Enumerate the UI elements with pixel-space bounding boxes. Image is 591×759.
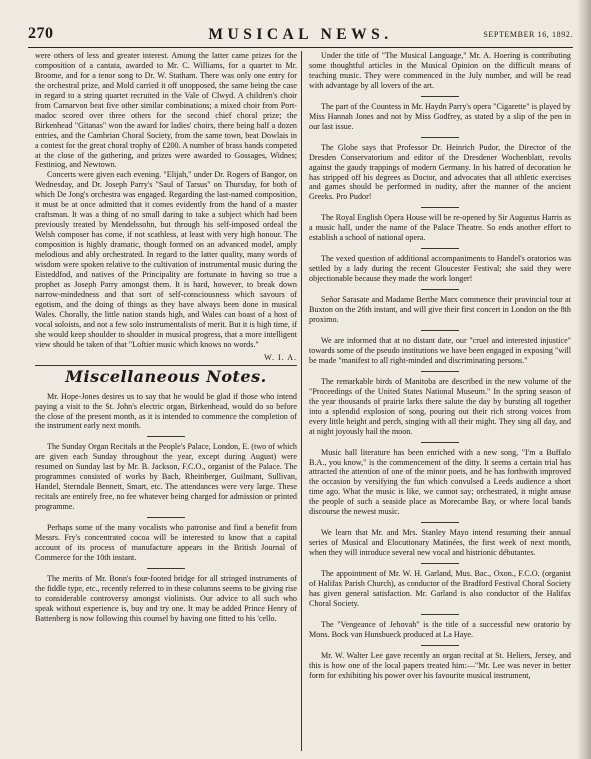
article-paragraph: We learn that Mr. and Mrs. Stanley Mayo intend resuming their annual series of Musical and Elocutionary Matinées, the first week of next month, when they will introduce several new vocal and histrionic débutantes. bbox=[309, 528, 571, 558]
separator bbox=[421, 563, 459, 564]
section-heading: Miscellaneous Notes. bbox=[65, 366, 267, 386]
header-rule bbox=[28, 47, 573, 48]
article-paragraph: Mr. Hope-Jones desires us to say that he would be glad if those who intend paying a visit to the St. John's electric organ, Birkenhead, would do so before the close of the present month, as it is intended to commence the completion of the instrument early next month. bbox=[35, 391, 297, 431]
separator bbox=[421, 207, 459, 208]
masthead-title: MUSICAL NEWS. bbox=[208, 26, 393, 43]
article-paragraph: Music hall literature has been enriched with a new song, "I'm a Buffalo B.A., you know," is the commencement of the ditty. It seems a certain trial has attracted the attention of one of the minor poets, and he has forthwith improved the occasion by versifying the fun which convulsed a Leeds audience a short time ago. What the music is like, we cannot say; orchestrated, it might amuse the people of such a seaside place as Morecambe Bay, or where local bands discourse the newest music. bbox=[309, 447, 571, 517]
article-paragraph: The remarkable birds of Manitoba are described in the new volume of the "Proceedings of the United States National Museum." In the spring season of the year thousands of prairie larks there salute the day by bursting all together into a splendid explosion of song, pouring out their rich strong voices from every little height and perch, singing with all their might. They sing all day, and at night joyously hail the moon. bbox=[309, 376, 571, 436]
article-paragraph: The vexed question of additional accompaniments to Handel's oratorios was settled by a lady during the recent Gloucester Festival; she said they were objectionable because they made the work longer! bbox=[309, 254, 571, 284]
article-paragraph: The Royal English Opera House will be re-opened by Sir Augustus Harris as a music hall, under the name of the Palace Theatre. So ends another effort to establish a school of national opera. bbox=[309, 213, 571, 243]
author-signature: W. I. A. bbox=[264, 352, 297, 362]
article-paragraph: We are informed that at no distant date, our "cruel and interested injustice" towards some of the pseudo institutions we have been engaged in exposing "will be made "manifest to all right-minded and discriminating persons." bbox=[309, 335, 571, 365]
concerts-paragraph: Concerts were given each evening. "Elijah," under Dr. Rogers of Bangor, on Wednesday, and Dr. Joseph Parry's "Saul of Tarsus" on Thursday, for both of which De Jong's orchestra was engaged. Regarding the last-named composition, it must be at once admitted that it comes evidently from the hand of a master craftsman. It was a thing of no small daring to take a subject which had been previously treated by Mendelssohn, but through his self-imposed ordeal the Welsh composer has come, if not scathless, at least with very high honour. The composition is highly dramatic, though formed on an advanced model, amply melodious and ably orchestrated. In regard to the latter quality, many words of wisdom were spoken relative to the cultivation of instrumental music during the Eisteddfod, and natives of the Principality are fortunate in having so true a prophet as Joseph Parry amongst them. It is hard, however, to break down narrow-mindedness and that sort of self-consciousness which savours of egotism, and the doing of things as they have always been done in musical Wales. Chorally, the little nation stands high, and Wales can boast of a host of vocal soloists, and not a few solo instrumentalists of merit. But it is high time, if she would keep shoulder to shoulder in musical progress, that a more intelligent view should be taken of that "Loftier music which knows no words." bbox=[35, 170, 297, 349]
separator bbox=[421, 289, 459, 290]
article-paragraph: Mr. W. Walter Lee gave recently an organ recital at St. Heliers, Jersey, and this is how one of the local papers treated him:—"Mr. Lee was never in better form for exhibiting his power over his favourite musical instrument, bbox=[309, 650, 571, 680]
separator bbox=[421, 614, 459, 615]
page-number: 270 bbox=[28, 25, 54, 42]
left-column bbox=[35, 51, 297, 751]
separator bbox=[421, 645, 459, 646]
column-divider bbox=[301, 51, 302, 751]
article-paragraph: The merits of Mr. Bonn's four-footed bridge for all stringed instruments of the fiddle type, etc., recently referred to in these columns seems to be giving rise to considerable controversy amongst violinists. Our advice to all such who speak without experience is, buy and try one. It may be added Prince Henry of Battenberg is now following this counsel by having one fitted to his 'cello. bbox=[35, 573, 297, 623]
article-paragraph: Perhaps some of the many vocalists who patronise and find a benefit from Messrs. Fry's concentrated cocoa will be interested to know that a capital account of its process of manufacture appears in the British Journal of Commerce for the 10th instant. bbox=[35, 523, 297, 562]
separator bbox=[147, 436, 185, 437]
page-header bbox=[28, 25, 573, 47]
binding-shadow bbox=[577, 0, 591, 759]
separator bbox=[421, 522, 459, 523]
right-column bbox=[309, 51, 571, 755]
article-paragraph: The "Vengeance of Jehovah" is the title of a successful new oratorio by Mons. Bock van Hunsbueck produced at La Haye. bbox=[309, 619, 571, 639]
article-paragraph: Señor Sarasate and Madame Berthe Marx commence their provincial tour at Buxton on the 26th instant, and will give their first concert in London on the 8th proximo. bbox=[309, 295, 571, 325]
separator bbox=[421, 371, 459, 372]
article-paragraph: The Globe says that Professor Dr. Heinrich Pudor, the Director of the Dresden Conservatorium and editor of the Dresdener Wochenblatt, revolts against the gaudy trappings of modern Germany. In his hatred of decoration he has stripped off his degrees as Doctor, and advocates that all athletic exercises and games should be performed in nudity, after the manner of the ancient Greeks. Pro Pudor! bbox=[309, 142, 571, 202]
separator bbox=[421, 330, 459, 331]
issue-date: SEPTEMBER 16, 1892. bbox=[483, 30, 573, 39]
article-paragraph: The part of the Countess in Mr. Haydn Parry's opera "Cigarette" is played by Miss Hannah Jones and not by Miss Godfrey, as stated by a slip of the pen in our last issue. bbox=[309, 101, 571, 131]
article-paragraph: The appointment of Mr. W. H. Garland, Mus. Bac., Oxon., F.C.O. (organist of Halifax Parish Church), as conductor of the Bradford Festival Choral Society has given general satisfaction. Mr. Garland is also conductor of the Halifax Choral Society. bbox=[309, 569, 571, 608]
article-paragraph: Under the title of "The Musical Language," Mr. A. Hoering is contributing some thoughtful articles in the Musical Opinion on the difficult means of teaching music. They were commenced in the July number, and will be read with advantage by all lovers of the art. bbox=[309, 51, 571, 90]
separator bbox=[147, 517, 185, 518]
eisteddfod-paragraph: were others of less and greater interest. Among the latter came prizes for the composition of a cantata, awarded to Mr. C. Williams, for a quartet to Mr. Broome, and for a tenor song to Dr. W. Statham. There was only one entry for the orchestral prize, and Mold carried it off unopposed, the same being the case in regard to a string quartet recruited in the Vale of Clwyd. A children's choir from Carnarvon beat five other similar combinations; a mixed choir from Port-madoc scored over three others for the second chief choral prize; the Birkenhead "Gitanas" won the award for ladies' choirs, there being half a dozen entries, and the Cambrian Choral Society, from the same town, beat Dowlais in a contest for the great choral trophy of £200. A number of brass bands competed at the close of the gathering, and prizes were awarded to Gossages, Widnes; Festiniog, and Newtown. bbox=[35, 51, 297, 170]
separator bbox=[421, 248, 459, 249]
article-paragraph: The Sunday Organ Recitals at the People's Palace, London, E. (two of which are given each Sunday throughout the year, except during August) were resumed on Sunday last by Mr. B. Jackson, F.C.O., organist of the Palace. The programmes consisted of works by Bach, Rheinberger, Guilmant, Sullivan, Handel, Sterndale Bennett, Smart, etc. The attendances were very large. These recitals are entirely free, no fee whatever being charged for admission or printed programme. bbox=[35, 442, 297, 512]
separator bbox=[421, 442, 459, 443]
section-divider bbox=[35, 365, 297, 366]
separator bbox=[147, 568, 185, 569]
separator bbox=[421, 137, 459, 138]
separator bbox=[421, 96, 459, 97]
